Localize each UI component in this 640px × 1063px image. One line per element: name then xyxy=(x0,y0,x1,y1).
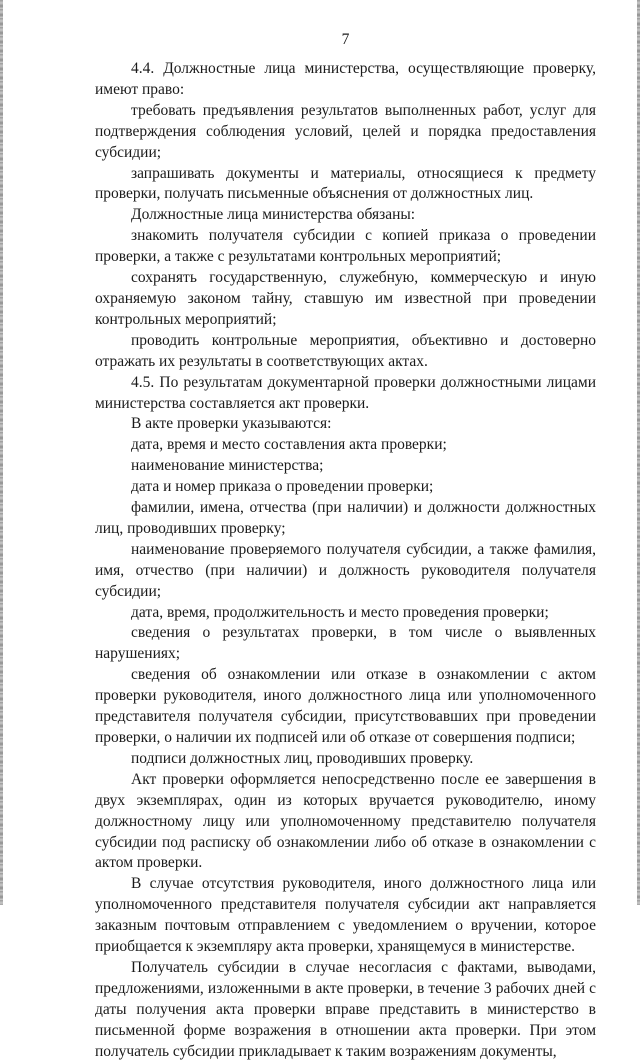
list-item-date-place: дата, время и место составления акта проверки; xyxy=(131,436,447,454)
list-item-signatures: подписи должностных лиц, проводивших проверку. xyxy=(131,749,474,767)
list-item-results: сведения о результатах проверки, в том числе о выявленных нарушениях; xyxy=(95,624,596,663)
page-number: 7 xyxy=(341,31,350,48)
paragraph-act-execution: Акт проверки оформляется непосредственно после ее завершения в двух экземплярах, один из которых вручается руководителю, иному должностному лицу или уполномоченному представителю получателя субсидии под расписку об ознакомлении либо об отказе в ознакомлении с актом проверки. xyxy=(95,770,596,872)
list-item-acquaintance: сведения об ознакомлении или отказе в ознакомлении с актом проверки руководителя, иного должностного лица или уполномоченного представителя получателя субсидии, присутствовавших при проведении проверки, о наличии их подписей или об отказе от совершения подписи; xyxy=(95,666,596,746)
list-item-inspection-time: дата, время, продолжительность и место проведения проверки; xyxy=(131,603,549,621)
list-item-order-date-number: дата и номер приказа о проведении проверки; xyxy=(131,478,434,496)
paragraph-objections: Получатель субсидии в случае несогласия с фактами, выводами, предложениями, изложенными в акте проверки, в течение 3 рабочих дней с даты получения акта проверки вправе представить в министерство в письменной форме возражения в отношении акта проверки. При этом получатель субсидии прикладывает к таким возражениям документы, xyxy=(95,958,596,1060)
paragraph-conduct-objectively: проводить контрольные мероприятия, объективно и достоверно отражать их результаты в соответствующих актах. xyxy=(95,331,596,370)
paragraph-4-5-act: 4.5. По результатам документарной проверки должностными лицами министерства составляется акт проверки. xyxy=(95,373,596,412)
document-page xyxy=(95,30,596,1063)
paragraph-keep-secrets: сохранять государственную, служебную, коммерческую и иную охраняемую законом тайну, ставшую им известной при проведении контрольных мероприятий; xyxy=(95,269,596,328)
paragraph-act-contents-heading: В акте проверки указываются: xyxy=(131,415,332,433)
paragraph-4-4-rights: 4.4. Должностные лица министерства, осуществляющие проверку, имеют право: xyxy=(95,60,596,98)
paragraph-acquaint-recipient: знакомить получателя субсидии с копией приказа о проведении проверки, а также с результатами контрольных мероприятий; xyxy=(95,227,596,266)
paragraph-demand-results: требовать предъявления результатов выполненных работ, услуг для подтверждения соблюдения условий, целей и порядка предоставления субсидии; xyxy=(95,101,596,161)
list-item-officials-names: фамилии, имена, отчества (при наличии) и должности должностных лиц, проводивших проверку; xyxy=(95,499,596,537)
scan-edge-left xyxy=(0,0,3,905)
list-item-recipient-name: наименование проверяемого получателя субсидии, а также фамилия, имя, отчество (при наличии) и должность руководителя получателя субсидии; xyxy=(95,540,596,600)
list-item-ministry-name: наименование министерства; xyxy=(131,457,324,475)
paragraph-absence-case: В случае отсутствия руководителя, иного должностного лица или уполномоченного представителя получателя субсидии акт направляется заказным почтовым отправлением с уведомлением о вручении, которое приобщается к экземпляру акта проверки, хранящемуся в министерстве. xyxy=(95,875,596,956)
paragraph-request-documents: запрашивать документы и материалы, относящиеся к предмету проверки, получать письменные объяснения от должностных лиц. xyxy=(95,164,596,203)
paragraph-obligations-heading: Должностные лица министерства обязаны: xyxy=(131,206,416,224)
